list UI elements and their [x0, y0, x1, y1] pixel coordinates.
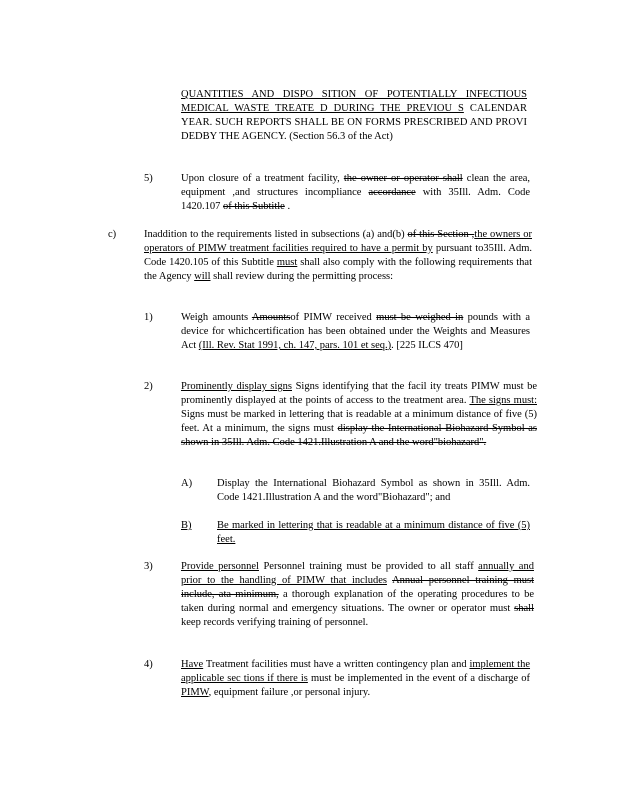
section-c-label: c) [108, 229, 117, 240]
item-number-2: 2) [144, 381, 153, 392]
deleted-text: must [276, 257, 298, 268]
paragraph-text: must be implemented in the event of a discharge of [311, 673, 531, 684]
inserted-text: annually and prior to the handling of PIMW that includes [181, 561, 534, 586]
paragraph-text: shall review during the permitting process: [213, 271, 394, 282]
inserted-text: Prominently display signs [181, 381, 292, 392]
item-3-paragraph [181, 560, 534, 630]
deleted-text: QUANTITIES AND DISPO SITION OF POTENTIALLY INFECTIOUS MEDICAL WASTE TREATE D DURING THE PREVIOU S [181, 89, 527, 114]
inserted-text: PIMW [181, 687, 209, 698]
deleted-text: (Ill. Rev. Stat 1991, ch. 147, pars. 101 et seq.) [198, 340, 392, 351]
inserted-text: Be marked in lettering that is readable at a minimum distance of five (5) feet. [217, 520, 530, 545]
paragraph-text: shall also comply with the following requirements that the Agency [144, 257, 533, 282]
inserted-text: Provide personnel [181, 561, 259, 572]
item-5-paragraph: Upon closure of a treatment facility, the owner or operator shall clean the area, equipment ,and structures incompliance accordance with 35Ill. Adm. Code 1420.107 of this Subtitle . [181, 173, 531, 212]
paragraph-text: keep records verifying training of personnel. [181, 617, 369, 628]
paragraph-text: Inaddition to the requirements listed in subsections (a) and(b) [144, 229, 405, 240]
deleted-text: Amounts [251, 312, 291, 323]
item-number-5: 5) [144, 173, 153, 184]
inserted-text: the owners or operators of PIMW treatment facilities required to have a permit by [144, 229, 532, 254]
item-B-paragraph [217, 519, 530, 547]
paragraph-text: clean the area, equipment ,and structures incompliance [181, 173, 531, 198]
item-number-3: 3) [144, 561, 153, 572]
item-4-paragraph [181, 658, 530, 700]
item-number-4: 4) [144, 659, 153, 670]
deleted-text: accordance [368, 187, 416, 198]
paragraph-text: pursuant to35Ill. Adm. Code 1420.105 of this Subtitle [144, 243, 532, 268]
paragraph-text: a thorough explanation of the operating procedures to be taken during normal and emergency situations. The owner or operator must [181, 589, 535, 614]
item-2-paragraph [181, 380, 537, 450]
paragraph-text: of PIMW received [290, 312, 372, 323]
paragraph-text: Upon closure of a treatment facility, [181, 173, 340, 184]
item-1-paragraph [181, 311, 530, 353]
paragraph-text: , equipment failure ,or personal injury. [208, 687, 371, 698]
paragraph-text: Signs identifying that the facil ity treats PIMW must be prominently displayed at the points of access to the treatment area. [181, 381, 537, 406]
paragraph-text: Display the International Biohazard Symbol as shown in 35Ill. Adm. Code 1421.Illustration A and the word"Biohazard"; and [217, 478, 530, 503]
item-number-A: A) [181, 478, 193, 489]
deleted-text: the owner or operator shall [343, 173, 463, 184]
inserted-text: Have [181, 659, 204, 670]
paragraph-text: Personnel training must be provided to all staff [263, 561, 474, 572]
deleted-text: of this Subtitle [223, 201, 285, 212]
paragraph-text: . [225 ILCS 470] [391, 340, 463, 351]
item-number-1: 1) [144, 312, 153, 323]
inserted-text: will [194, 271, 211, 282]
reporting-paragraph [181, 88, 527, 144]
item-A-paragraph [217, 477, 530, 505]
paragraph-text: CALENDAR YEAR. SUCH REPORTS SHALL BE ON FORMS PRESCRIBED AND PROVI DEDBY THE AGENCY. (Section 56.3 of the Act) [181, 103, 527, 142]
paragraph-text: Treatment facilities must have a written contingency plan and [205, 659, 467, 670]
deleted-text: Annual personnel training must include, ata minimum, [181, 575, 534, 600]
deleted-text: must be weighed in [376, 312, 464, 323]
section-c-paragraph [144, 228, 532, 284]
paragraph-text: pounds with a device for whichcertification has been obtained under the Weights and Measures Act [181, 312, 531, 351]
inserted-text: The signs must: [469, 395, 537, 406]
item-number-B: B) [181, 520, 192, 531]
paragraph-text: with 35Ill. Adm. Code 1420.107 [181, 187, 530, 212]
inserted-text: implement the applicable sec tions if there is [181, 659, 531, 684]
deleted-text: display the International Biohazard Symbol as shown in 35Ill. Adm. Code 1421.Illustration A and the word"biohazard". [181, 423, 538, 448]
deleted-text: shall [514, 603, 535, 614]
paragraph-text: Signs must be marked in lettering that is readable at a minimum distance of five (5) feet. At a minimum, the signs must [181, 409, 537, 434]
deleted-text: of this Section , [407, 229, 475, 240]
paragraph-text: Weigh amounts [181, 312, 249, 323]
